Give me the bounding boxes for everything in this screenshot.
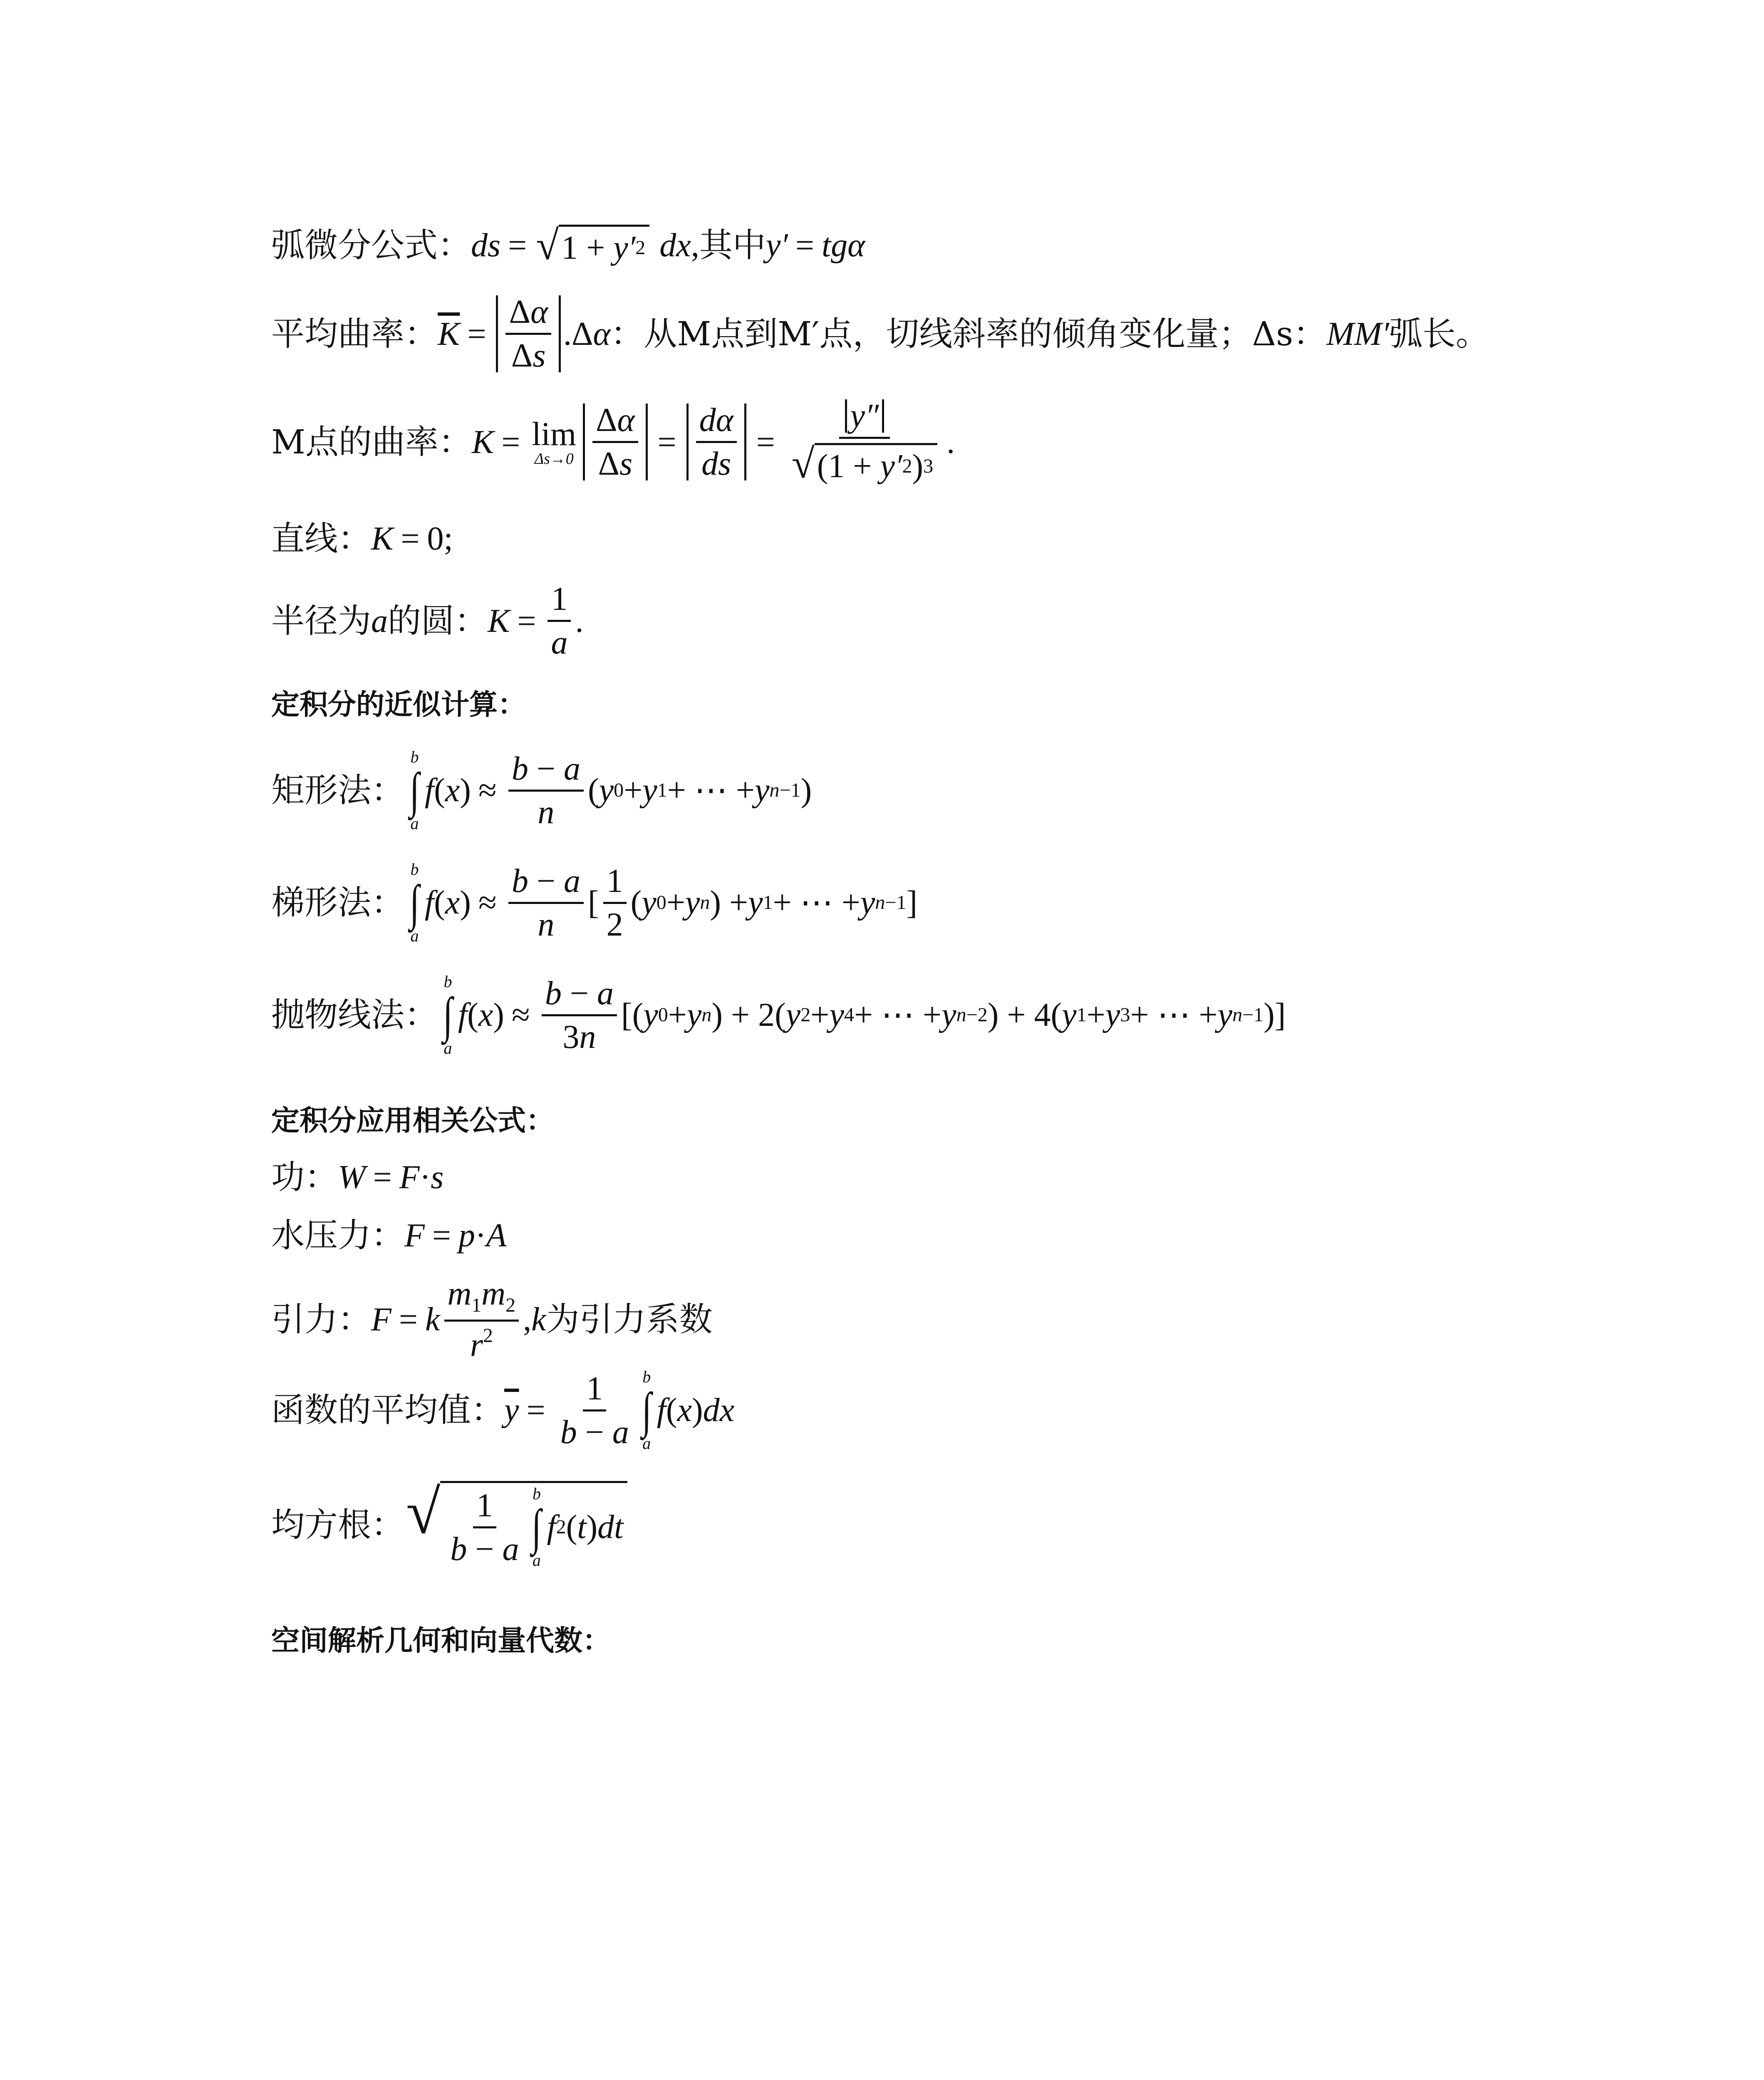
- point-curv-label: M点的曲率：: [271, 422, 472, 461]
- pressure-formula: 水压力： F = p · A: [271, 1216, 507, 1255]
- work-formula: 功： W = F · s: [271, 1158, 444, 1196]
- average-curvature-formula: 平均曲率： $\overline{K}$ = $\frac{\Delta\alpha}{\Delta s}$ .Δα ：从M点到M′点，切线斜率的倾角变化量；Δs： MM′ 弧长。: [271, 294, 1489, 374]
- mean-label: 函数的平均值：: [271, 1391, 504, 1429]
- arc-where-label: 其中: [699, 226, 766, 265]
- pressure-label: 水压力：: [271, 1216, 404, 1255]
- sqrt-expr: √ 1 + y′ 2: [536, 225, 649, 266]
- trap-label: 梯形法：: [271, 883, 404, 922]
- gravity-formula: 引力： F = k $\frac{m_1m_2}{r^2}$ , k 为引力系数: [271, 1275, 713, 1364]
- rectangle-method-formula: 矩形法： b ∫ a f ( x ) ≈ $\frac{b - a}{n}$ ( y 0 + y 1 + ⋯ + y n−1 ): [271, 748, 812, 833]
- arc-label: 弧微分公式：: [271, 226, 471, 265]
- work-label: 功：: [271, 1158, 338, 1196]
- heading-approx: 定积分的近似计算：: [271, 688, 526, 721]
- avg-curv-desc: ：从M点到M′点，切线斜率的倾角变化量；Δs：: [610, 314, 1327, 353]
- rms-formula: 均方根： √ $\frac{1}{b - a}$ b ∫ a f 2 ( t ) dt: [271, 1481, 629, 1569]
- line-curvature: 直线： K = 0;: [271, 519, 453, 558]
- heading-applications: 定积分应用相关公式：: [271, 1104, 555, 1137]
- circle-label-b: 的圆：: [388, 601, 488, 640]
- arc-differential-formula: 弧微分公式： ds = √ 1 + y′ 2 dx , 其中 y′ = tgα: [271, 222, 865, 268]
- heading-analytic-geometry: 空间解析几何和向量代数：: [271, 1624, 611, 1657]
- gravity-note: 为引力系数: [546, 1300, 713, 1339]
- simpson-label: 抛物线法：: [271, 995, 438, 1034]
- trapezoid-method-formula: 梯形法： b ∫ a f ( x ) ≈ $\frac{b - a}{n}$ [ $\frac{1}{2}$ ( y 0 + y n ) + y 1 + ⋯ + y n−1 ]: [271, 860, 918, 945]
- line-label: 直线：: [271, 519, 371, 558]
- circle-label-a: 半径为: [271, 601, 371, 640]
- point-curvature-formula: M点的曲率： K = lim Δs→0 $\frac{\Delta\alpha}{\Delta s}$ = $\frac{d\alpha}{ds}$ = y″ √ (1 + y′ 2 ) 3 .: [271, 398, 955, 487]
- rms-label: 均方根：: [271, 1505, 404, 1544]
- rect-label: 矩形法：: [271, 771, 404, 810]
- gravity-label: 引力：: [271, 1300, 371, 1339]
- avg-curv-desc2: 弧长。: [1389, 314, 1489, 353]
- circle-curvature: 半径为 a 的圆： K = $\frac{1}{a}$ .: [271, 581, 584, 661]
- mean-value-formula: 函数的平均值： $\overline{y}$ = $\frac{1}{b - a}$ b ∫ a f ( x ) dx: [271, 1367, 735, 1453]
- avg-curv-label: 平均曲率：: [271, 314, 438, 353]
- simpson-method-formula: 抛物线法： b ∫ a f ( x ) ≈ $\frac{b - a}{3n}$ [( y 0 + y n ) + 2( y 2 + y 4 + ⋯ + y n−2 ) + 4( y 1 + y 3 + ⋯ + y n−1 )]: [271, 972, 1286, 1057]
